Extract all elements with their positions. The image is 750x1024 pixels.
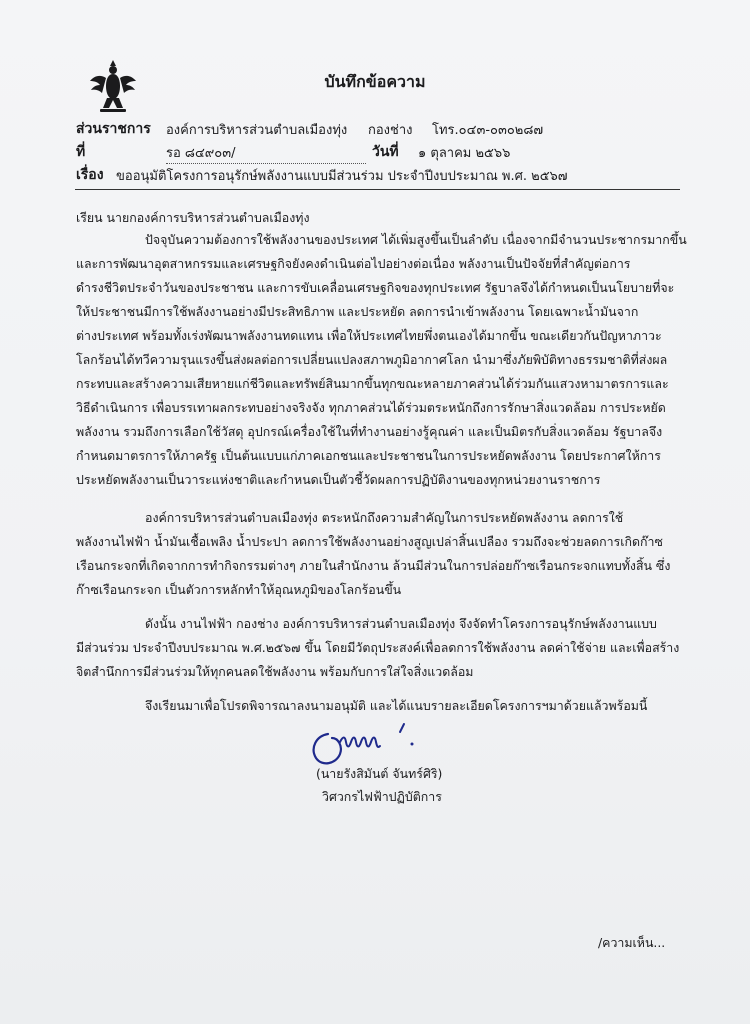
paragraph-line: โลกร้อนได้ทวีความรุนแรงขึ้นส่งผลต่อการเปลี่ยนแปลงสภาพภูมิอากาศโลก นำมาซึ่งภัยพิบัติทางธรรมชาติที่ส่งผล — [76, 352, 668, 367]
phone-value: โทร.๐๔๓-๐๓๐๒๘๗ — [432, 123, 544, 138]
paragraph-line: ประหยัดพลังงานเป็นวาระแห่งชาติและกำหนดเป็นตัวชี้วัดผลการปฏิบัติงานของทุกหน่วยงานราชการ — [76, 472, 601, 487]
signer-position: วิศวกรไฟฟ้าปฏิบัติการ — [322, 789, 442, 804]
paragraph-line: จิตสำนึกการมีส่วนร่วมให้ทุกคนลดใช้พลังงาน พร้อมกับการใส่ใจสิ่งแวดล้อม — [76, 664, 474, 679]
paragraph-line: และการพัฒนาอุตสาหกรรมและเศรษฐกิจยังคงดำเนินต่อไปอย่างต่อเนื่อง พลังงานเป็นปัจจัยที่สำคัญต่อการ — [76, 256, 631, 271]
paragraph-line: วิธีดำเนินการ เพื่อบรรเทาผลกระทบอย่างจริงจัง ทุกภาคส่วนได้ร่วมตระหนักถึงการรักษาสิ่งแวดล้อม การประหยัด — [76, 400, 666, 415]
date-value: ๑ ตุลาคม ๒๕๖๖ — [418, 146, 511, 161]
paragraph-line: ก๊าซเรือนกระจก เป็นตัวการหลักทำให้อุณหภูมิของโลกร้อนขึ้น — [76, 582, 402, 597]
paragraph-line: กำหนดมาตรการให้ภาครัฐ เป็นต้นแบบแก่ภาคเอกชนและประชาชนในการประหยัดพลังงาน โดยประกาศให้การ — [76, 448, 661, 463]
paragraph-line: ดำรงชีวิตประจำวันของประชาชน และการขับเคลื่อนเศรษฐกิจของทุกประเทศ รัฐบาลจึงได้กำหนดเป็นนโยบายที่จะ — [76, 280, 675, 295]
subject-value: ขออนุมัติโครงการอนุรักษ์พลังงานแบบมีส่วนร่วม ประจำปีงบประมาณ พ.ศ. ๒๕๖๗ — [116, 169, 568, 184]
salutation: เรียน นายกองค์การบริหารส่วนตำบลเมืองทุ่ง — [76, 210, 310, 225]
paragraph-line: ให้ประชาชนมีการใช้พลังงานอย่างมีประสิทธิภาพ และประหยัด ลดการนำเข้าพลังงาน โดยเฉพาะน้ำมันจาก — [76, 304, 639, 319]
ref-label: ที่ — [76, 144, 86, 160]
paragraph-line: พลังงาน รวมถึงการเลือกใช้วัสดุ อุปกรณ์เครื่องใช้ในที่ทำงานอย่างรู้คุณค่า และเป็นมิตรกับสิ่งแวดล้อม รัฐบาลจึง — [76, 424, 663, 439]
paragraph-line: กระทบและสร้างความเสียหายแก่ชีวิตและทรัพย์สินมากขึ้นทุกขณะหลายภาคส่วนได้ร่วมกันแสวงหามาตรการและ — [76, 376, 669, 391]
closing-line: จึงเรียนมาเพื่อโปรดพิจารณาลงนามอนุมัติ และได้แนบรายละเอียดโครงการฯมาด้วยแล้วพร้อมนี้ — [145, 698, 648, 713]
paragraph-line: ดังนั้น งานไฟฟ้า กองช่าง องค์การบริหารส่วนตำบลเมืองทุ่ง จึงจัดทำโครงการอนุรักษ์พลังงานแบบ — [145, 616, 657, 631]
paragraph-line: ต่างประเทศ พร้อมทั้งเร่งพัฒนาพลังงานทดแทน เพื่อให้ประเทศไทยพึ่งตนเองได้มากขึ้น ขณะเดียวกันปัญหาภาวะ — [76, 328, 662, 343]
department-value: องค์การบริหารส่วนตำบลเมืองทุ่ง — [166, 123, 348, 138]
date-label: วันที่ — [372, 144, 399, 160]
header-divider — [75, 189, 680, 190]
paragraph-line: ปัจจุบันความต้องการใช้พลังงานของประเทศ ได้เพิ่มสูงขึ้นเป็นลำดับ เนื่องจากมีจำนวนประชากรมากขึ้น — [145, 232, 687, 247]
footer-note: /ความเห็น... — [598, 935, 666, 950]
department-label: ส่วนราชการ — [76, 121, 151, 137]
division-value: กองช่าง — [368, 123, 413, 138]
memo-title: บันทึกข้อความ — [324, 72, 426, 91]
paragraph-line: องค์การบริหารส่วนตำบลเมืองทุ่ง ตระหนักถึงความสำคัญในการประหยัดพลังงาน ลดการใช้ — [145, 510, 624, 525]
paragraph-line: พลังงานไฟฟ้า น้ำมันเชื้อเพลิง น้ำประปา ลดการใช้พลังงานอย่างสูญเปล่าสิ้นเปลือง รวมถึงจะช่วยลดการเกิดก๊าซ — [76, 534, 663, 549]
signer-name: (นายรังสิมันต์ จันทร์ศิริ) — [316, 766, 443, 781]
paragraph-line: มีส่วนร่วม ประจำปีงบประมาณ พ.ศ.๒๕๖๗ ขึ้น โดยมีวัตถุประสงค์เพื่อลดการใช้พลังงาน ลดค่าใช้จ่าย และเพื่อสร้าง — [76, 640, 680, 655]
paragraph-line: เรือนกระจกที่เกิดจากการทำกิจกรรมต่างๆ ภายในสำนักงาน ล้วนมีส่วนในการปล่อยก๊าซเรือนกระจกแทบทั้งสิ้น ซึ่ง — [76, 558, 671, 573]
ref-value: รอ ๘๔๙๐๓/ — [166, 142, 366, 164]
subject-label: เรื่อง — [76, 167, 104, 183]
handwritten-signature — [300, 712, 440, 772]
